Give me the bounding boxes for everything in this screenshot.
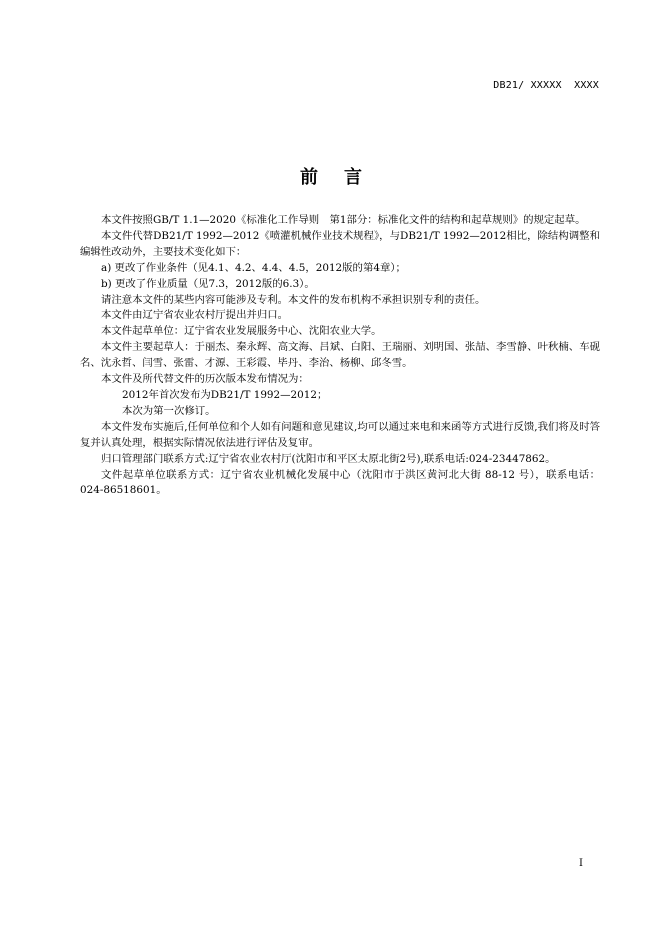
paragraph-proposer: 本文件由辽宁省农业农村厅提出并归口。 — [101, 309, 289, 322]
paragraph-history-first: 2012年首次发布为DB21/T 1992—2012； — [122, 388, 328, 401]
page-title: 前言 — [300, 167, 388, 188]
paragraph-drafting-rules: 本文件按照GB/T 1.1—2020《标准化工作导则 第1部分：标准化文件的结构和起草规则》的规定起草。 — [101, 214, 586, 226]
paragraph-admin-contact: 归口管理部门联系方式:辽宁省农业农村厅(沈阳市和平区太原北街2号),联系电话:024-23447862。 — [101, 452, 556, 465]
paragraph-replacement: 本文件代替DB21/T 1992—2012《喷灌机械作业技术规程》，与DB21/T 1992—2012相比，除结构调整和编辑性改动外，主要技术变化如下： — [80, 229, 600, 258]
paragraph-drafter-contact: 文件起草单位联系方式：辽宁省农业机械化发展中心（沈阳市于洪区黄河北大街 88-12 号），联系电话：024-86518601。 — [80, 468, 600, 497]
page-number: I — [579, 858, 583, 869]
paragraph-feedback: 本文件发布实施后,任何单位和个人如有问题和意见建议,均可以通过来电和来函等方式进行反馈,我们将及时答复并认真处理，根据实际情况依法进行评估及复审。 — [80, 420, 600, 449]
paragraph-patent-notice: 请注意本文件的某些内容可能涉及专利。本文件的发布机构不承担识别专利的责任。 — [101, 293, 486, 306]
paragraph-history-intro: 本文件及所代替文件的历次版本发布情况为： — [101, 373, 309, 386]
list-item-change-a: a) 更改了作业条件（见4.1、4.2、4.4、4.5，2012版的第4章）； — [101, 261, 406, 274]
document-number: DB21/ XXXXX XXXX — [493, 80, 599, 91]
paragraph-drafting-units: 本文件起草单位：辽宁省农业发展服务中心、沈阳农业大学。 — [101, 325, 382, 338]
paragraph-drafters: 本文件主要起草人：于丽杰、秦永辉、高文海、吕斌、白阳、王瑞丽、刘明国、张喆、李雪静、叶秋楠、车砚名、沈永哲、闫雪、张雷、才源、王彩霞、毕丹、李治、杨柳、邱冬雪。 — [80, 341, 600, 370]
foreword-body — [80, 213, 600, 499]
paragraph-history-revision: 本次为第一次修订。 — [122, 404, 216, 417]
list-item-change-b: b) 更改了作业质量（见7.3，2012版的6.3）。 — [101, 277, 315, 290]
